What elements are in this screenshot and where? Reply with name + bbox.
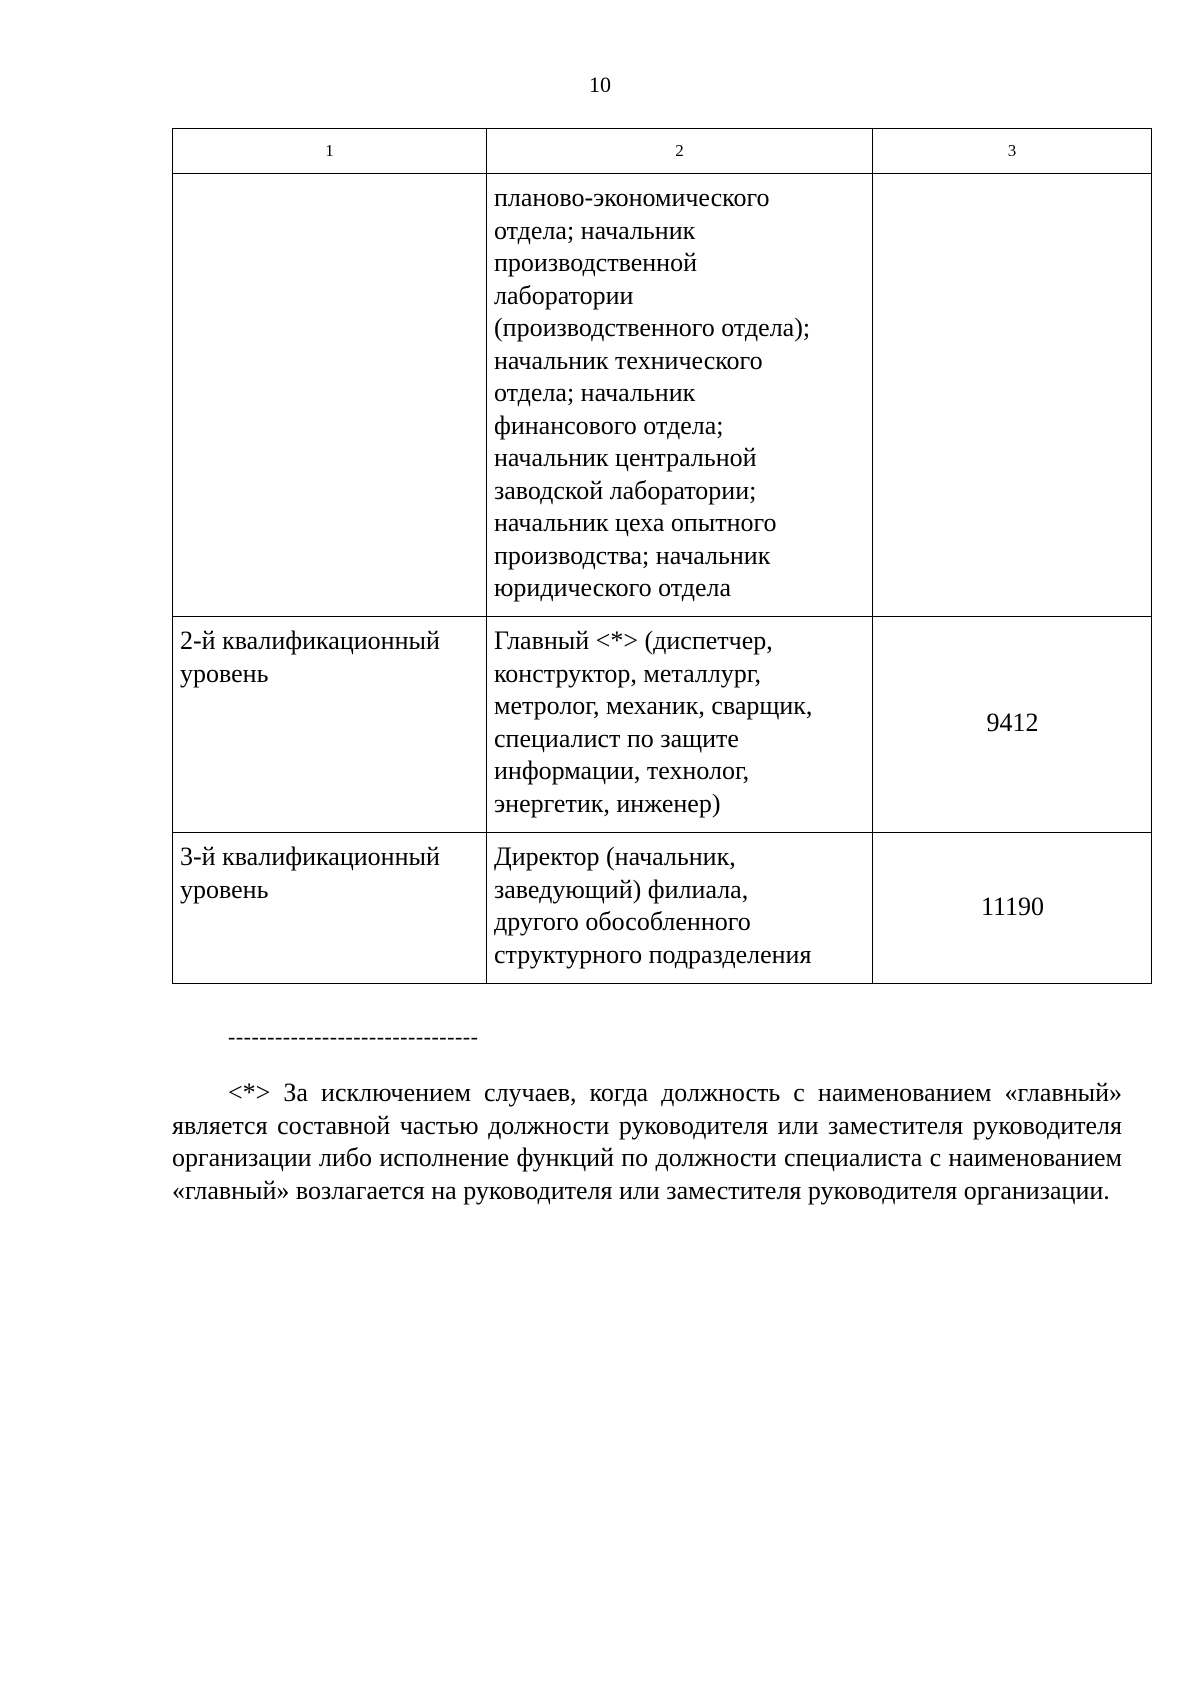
qualification-level-cell [173,174,487,617]
qualification-level-line: уровень [180,658,269,688]
positions-cell [487,833,873,984]
positions-line: Директор (начальник, [494,842,736,871]
qualification-level-cell [173,617,487,833]
column-number-2: 2 [487,129,873,174]
positions-line: энергетик, инженер) [494,788,721,818]
positions-line: лаборатории [494,280,634,310]
positions-cell [487,174,873,617]
footnote-text: <*> За исключением случаев, когда должность с наименованием «главный» является составной частью должности руководителя или заместителя руководителя организации либо исполнение функций по должности специалиста с наименованием «главный» возлагается на руководителя или заместителя руководителя организации. [172,1078,1122,1205]
table-row [173,617,1152,833]
column-number-3: 3 [873,129,1152,174]
footnote-separator: -------------------------------- [228,1024,479,1049]
qualification-level-line: уровень [180,874,269,904]
positions-cell [487,617,873,833]
positions-line: (производственного отдела); [494,313,811,342]
positions-line: заведующий) филиала, [494,874,749,904]
salary-value-cell [873,174,1152,617]
qualification-level-line: 2-й квалификационный [180,626,440,655]
salary-table [172,128,1152,984]
positions-line: Главный <*> (диспетчер, [494,626,773,655]
positions-line: информации, технолог, [494,756,750,785]
positions-line: финансового отдела; [494,410,724,440]
column-number-1: 1 [173,129,487,174]
positions-line: отдела; начальник [494,378,696,407]
positions-line: структурного подразделения [494,939,812,969]
positions-line: специалист по защите [494,723,739,753]
positions-line: отдела; начальник [494,215,696,245]
qualification-level-cell [173,833,487,984]
positions-line: производственной [494,248,697,277]
positions-line: начальник цеха опытного [494,508,777,537]
table-row [173,833,1152,984]
table-header-row [173,129,1152,174]
positions-line: метролог, механик, сварщик, [494,691,813,720]
positions-line: начальник технического [494,345,763,375]
positions-line: заводской лаборатории; [494,475,757,505]
salary-value-cell: 9412 [873,617,1152,833]
positions-line: производства; начальник [494,540,771,570]
positions-line: начальник центральной [494,443,757,472]
table-row [173,174,1152,617]
salary-value-cell: 11190 [873,833,1152,984]
positions-line: другого обособленного [494,907,751,936]
page-number: 10 [589,72,611,97]
positions-line: юридического отдела [494,573,732,602]
positions-line: планово-экономического [494,183,770,212]
qualification-level-line: 3-й квалификационный [180,842,440,871]
positions-line: конструктор, металлург, [494,658,762,688]
